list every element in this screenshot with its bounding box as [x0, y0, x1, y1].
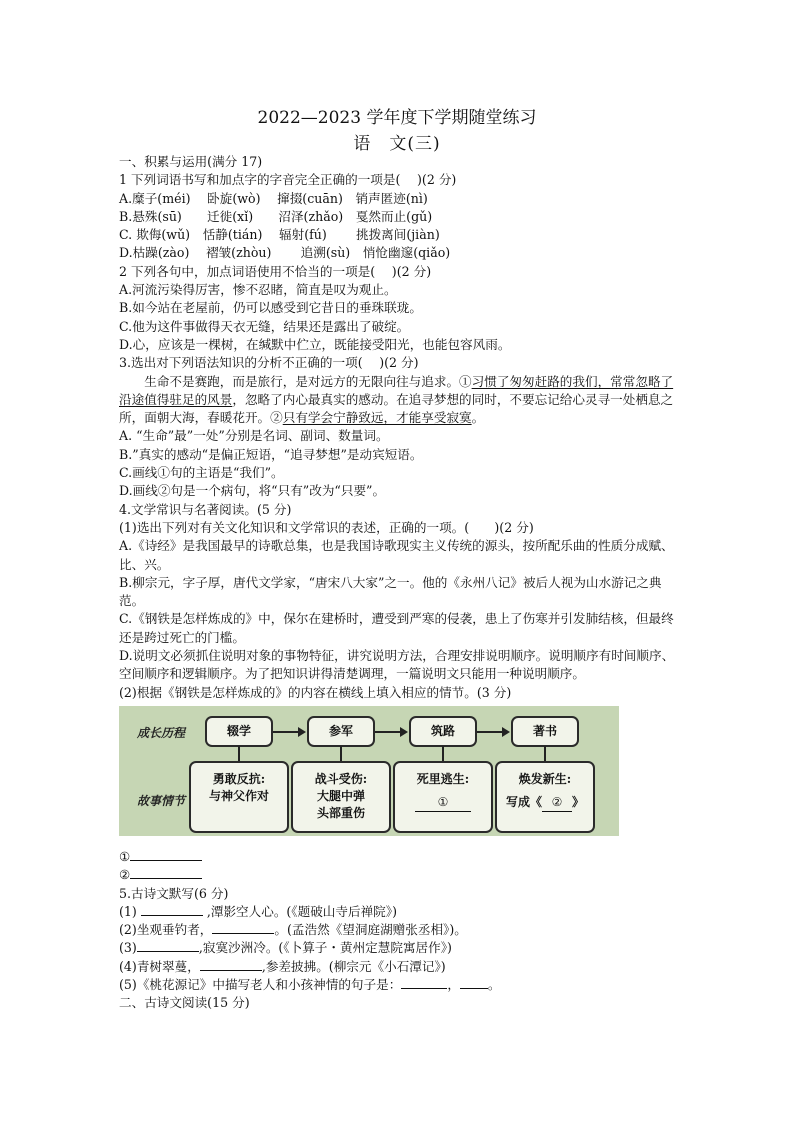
section-heading: 二、古诗文阅读(15 分) [119, 995, 250, 1011]
plot-text: 》 [572, 794, 585, 809]
answer-line [119, 866, 675, 884]
line-text: (5)《桃花源记》中描写老人和小孩神情的句子是： [119, 976, 402, 992]
answer-mark: ② [119, 867, 131, 883]
option: B.”真实的感动“是偏正短语，“追寻梦想”是动宾短语。 [119, 446, 423, 462]
recitation-line [119, 939, 675, 957]
plot-text: 写成《 [505, 794, 542, 809]
plot-text: 与神父作对 [208, 788, 269, 803]
answer-blank[interactable] [137, 939, 199, 952]
sub-question: (1)选出下列对有关文化知识和文学常识的表述，正确的一项。( )(2 分) [119, 519, 534, 535]
answer-blank[interactable] [212, 921, 274, 934]
line-text: ,参差披拂。(柳宗元《小石潭记》) [261, 958, 446, 974]
line-text: (3) [119, 940, 137, 956]
recitation-line [119, 958, 675, 976]
plot-title: 死里逃生: [416, 771, 470, 786]
recitation-line [119, 976, 675, 994]
option: D.说明文必须抓住说明对象的事物特征，讲究说明方法，合理安排说明顺序。说明顺序有时间顺序、空间顺序和逻辑顺序。为了把知识讲得清楚调理，一篇说明文只能用一种说明顺序。 [119, 648, 675, 682]
option: A. “生命”最”一处”分别是名词、副词、数量词。 [119, 428, 389, 444]
recitation-line [119, 921, 675, 939]
option: C.《钢铁是怎样炼成的》中，保尔在建桥时，遭受到严寒的侵袭，患上了伤寒并引发肺结核，但最终还是跨过死亡的门槛。 [119, 611, 674, 645]
exam-body [119, 153, 675, 1013]
underlined-sentence-2: 只有学会宁静致远，才能享受寂寞 [282, 410, 472, 426]
answer-blank[interactable] [401, 976, 447, 989]
passage-text: 生命不是赛跑，而是旅行，是对远方的无限向往与追求。① [144, 373, 472, 389]
plot-box [291, 761, 391, 833]
plot-text: 头部重伤 [316, 805, 365, 820]
option: C.他为这件事做得天衣无缝，结果还是露出了破绽。 [119, 318, 410, 334]
answer-blank[interactable] [200, 958, 262, 971]
fill-blank-2[interactable]: ② [542, 794, 572, 812]
question-stem: 1 下列词语书写和加点字的字音完全正确的一项是( )(2 分) [119, 172, 457, 188]
question-stem: 3.选出对下列语法知识的分析不正确的一项( )(2 分) [119, 355, 419, 371]
option: A.河流污染得厉害，惨不忍睹，简直是叹为观止。 [119, 282, 397, 298]
exam-title: 2022—2023 学年度下学期随堂练习 [257, 108, 537, 128]
section-heading: 一、积累与运用(满分 17) [119, 154, 263, 169]
line-text: (4)青树翠蔓， [119, 958, 200, 974]
connector [544, 746, 546, 761]
option: D.画线②句是一个病句，将“只有”改为“只要”。 [119, 483, 386, 499]
row-label-plot: 故事情节 [137, 793, 186, 808]
recitation-line [119, 903, 675, 921]
stage-box: 辍学 [205, 716, 273, 747]
arrow [477, 731, 503, 733]
stage-box: 筑路 [409, 716, 477, 747]
answer-blank[interactable] [130, 848, 202, 861]
reading-passage [119, 373, 675, 428]
answer-line [119, 848, 675, 866]
option: B.悬殊(sū) 迁徙(xǐ) 沼泽(zhǎo) 戛然而止(gǔ) [119, 208, 433, 224]
option: C. 欺侮(wǔ) 恬静(tián) 辐射(fú) 挑拨离间(jiàn) [119, 227, 440, 243]
plot-title: 战斗受伤: [314, 771, 368, 786]
line-text: ,寂寞沙洲冷。(《卜算子・黄州定慧院寓居作》) [198, 940, 452, 956]
subject-title: 语 文(三) [353, 134, 441, 154]
plot-title: 勇敢反抗: [212, 771, 266, 786]
line-text: 。 [487, 976, 501, 992]
option: A.《诗经》是我国最早的诗歌总集，也是我国诗歌现实主义传统的源头，按所配乐曲的性质分成赋、比、兴。 [119, 538, 674, 572]
answer-blank[interactable] [460, 976, 488, 989]
line-text: (1) [119, 903, 141, 919]
connector [340, 746, 342, 761]
connector [238, 746, 240, 761]
plot-box [393, 761, 493, 833]
line-text: (2)坐观垂钓者， [119, 922, 213, 938]
passage-text: 。 [471, 410, 485, 426]
line-text: ,潭影空人心。(《题破山寺后禅院》) [202, 903, 397, 919]
connector [442, 746, 444, 761]
plot-box [189, 761, 289, 833]
answer-mark: ① [119, 848, 131, 864]
plot-diagram [119, 706, 619, 836]
option: A.糜子(méi) 卧旋(wò) 撺掇(cuān) 销声匿迹(nì) [119, 190, 428, 206]
line-text: ， [447, 976, 460, 992]
option: B.柳宗元，字子厚，唐代文学家，“唐宋八大家”之一。他的《永州八记》被后人视为山水游记之典范。 [119, 574, 662, 609]
stage-box: 参军 [307, 716, 375, 747]
underlined-sentence-1: 习惯了匆匆赶路的我们，常常忽略了沿途值得驻足的风景 [119, 373, 674, 407]
arrow [273, 731, 299, 733]
option: C.画线①句的主语是“我们”。 [119, 465, 284, 481]
arrow [375, 731, 401, 733]
sub-question: (2)根据《钢铁是怎样炼成的》的内容在横线上填入相应的情节。(3 分) [119, 684, 512, 700]
stage-box: 著书 [511, 716, 579, 747]
question-stem: 4.文学常识与名著阅读。(5 分) [119, 501, 292, 517]
fill-blank-1[interactable]: ① [415, 794, 471, 812]
answer-blank[interactable] [141, 903, 203, 916]
question-stem: 2 下列各句中，加点词语使用不恰当的一项是( )(2 分) [119, 263, 432, 279]
plot-text: 大腿中弹 [316, 788, 365, 803]
question-stem: 5.古诗文默写(6 分) [119, 885, 229, 901]
answer-blank[interactable] [130, 866, 202, 879]
option: D.心，应该是一棵树，在缄默中伫立，既能接受阳光，也能包容风雨。 [119, 336, 511, 352]
plot-title: 焕发新生: [518, 771, 572, 786]
line-text: 。(孟浩然《望洞庭湖赠张丞相》)。 [274, 922, 467, 938]
passage-text: ，忽略了内心最真实的感动。在追寻梦想的同时，不要忘记给心灵寻一处栖息之所，面朝大海，春暖花开。② [119, 391, 674, 426]
row-label-growth: 成长历程 [137, 725, 186, 740]
option: D.枯躁(zào) 褶皱(zhòu) 追溯(sù) 悄怆幽邃(qiǎo) [119, 245, 451, 261]
option: B.如今站在老屋前，仍可以感受到它昔日的垂珠联珑。 [119, 300, 422, 316]
plot-box [495, 761, 595, 833]
